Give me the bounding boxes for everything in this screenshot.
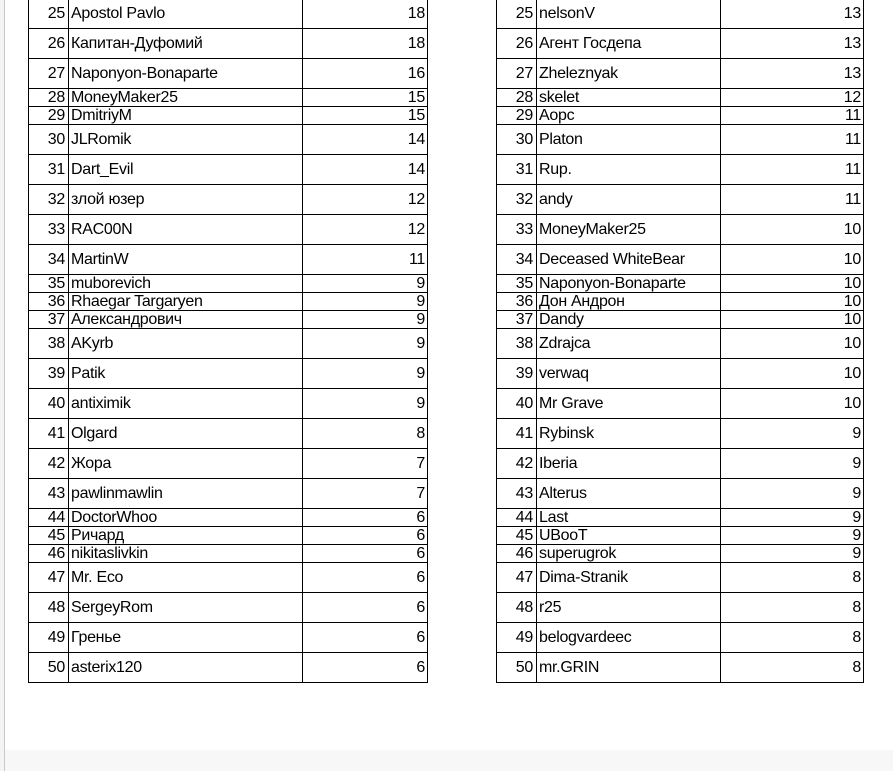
name-cell: Гренье: [69, 623, 303, 653]
score-cell: 9: [303, 275, 428, 293]
score-cell: 6: [303, 527, 428, 545]
table-row: [497, 59, 864, 89]
table-row: [29, 155, 428, 185]
score-cell: 9: [721, 509, 864, 527]
rank-cell: 42: [29, 449, 69, 479]
name-cell: r25: [537, 593, 721, 623]
rank-cell: 35: [497, 275, 537, 293]
score-cell: 10: [721, 389, 864, 419]
score-cell: 9: [721, 419, 864, 449]
score-cell: 6: [303, 593, 428, 623]
table-row: [29, 329, 428, 359]
score-cell: 18: [303, 29, 428, 59]
score-cell: 10: [721, 329, 864, 359]
name-cell: Александрович: [69, 311, 303, 329]
rank-cell: 28: [497, 89, 537, 107]
table-row: [497, 545, 864, 563]
score-cell: 6: [303, 545, 428, 563]
rank-cell: 34: [497, 245, 537, 275]
name-cell: mr.GRIN: [537, 653, 721, 683]
name-cell: nelsonV: [537, 0, 721, 29]
rank-cell: 38: [497, 329, 537, 359]
name-cell: skelet: [537, 89, 721, 107]
table-row: [29, 311, 428, 329]
rank-cell: 38: [29, 329, 69, 359]
rank-cell: 28: [29, 89, 69, 107]
score-cell: 15: [303, 89, 428, 107]
table-row: [29, 623, 428, 653]
rank-cell: 35: [29, 275, 69, 293]
rank-cell: 50: [29, 653, 69, 683]
table-row: [29, 59, 428, 89]
rank-cell: 48: [29, 593, 69, 623]
table-row: [29, 359, 428, 389]
table-row: [497, 653, 864, 683]
table-row: [29, 653, 428, 683]
rank-cell: 45: [29, 527, 69, 545]
table-row: [29, 545, 428, 563]
table-row: [29, 527, 428, 545]
table-row: [29, 389, 428, 419]
rank-cell: 37: [29, 311, 69, 329]
rank-cell: 30: [29, 125, 69, 155]
score-cell: 11: [721, 155, 864, 185]
name-cell: Капитан-Дуфомий: [69, 29, 303, 59]
rank-cell: 48: [497, 593, 537, 623]
name-cell: Zheleznyak: [537, 59, 721, 89]
score-cell: 10: [721, 275, 864, 293]
rank-cell: 34: [29, 245, 69, 275]
name-cell: Dart_Evil: [69, 155, 303, 185]
rank-cell: 47: [29, 563, 69, 593]
table-row: [497, 215, 864, 245]
rank-cell: 40: [497, 389, 537, 419]
name-cell: RAC00N: [69, 215, 303, 245]
rank-cell: 49: [497, 623, 537, 653]
rank-cell: 33: [29, 215, 69, 245]
rank-cell: 37: [497, 311, 537, 329]
rank-cell: 49: [29, 623, 69, 653]
table-row: [497, 107, 864, 125]
score-cell: 14: [303, 125, 428, 155]
name-cell: Patik: [69, 359, 303, 389]
score-cell: 11: [721, 125, 864, 155]
score-cell: 9: [303, 293, 428, 311]
score-cell: 9: [721, 527, 864, 545]
name-cell: nikitaslivkin: [69, 545, 303, 563]
score-cell: 11: [303, 245, 428, 275]
rank-cell: 39: [29, 359, 69, 389]
rank-cell: 40: [29, 389, 69, 419]
table-row: [29, 125, 428, 155]
score-cell: 8: [303, 419, 428, 449]
name-cell: MoneyMaker25: [537, 215, 721, 245]
rank-cell: 26: [29, 29, 69, 59]
table-row: [497, 449, 864, 479]
rank-cell: 43: [497, 479, 537, 509]
score-cell: 10: [721, 245, 864, 275]
table-row: [29, 449, 428, 479]
name-cell: Naponyon-Bonaparte: [537, 275, 721, 293]
name-cell: DoctorWhoo: [69, 509, 303, 527]
table-row: [497, 479, 864, 509]
score-cell: 10: [721, 359, 864, 389]
name-cell: antiximik: [69, 389, 303, 419]
table-row: [497, 419, 864, 449]
rank-cell: 25: [29, 0, 69, 29]
score-cell: 9: [721, 449, 864, 479]
name-cell: Platon: [537, 125, 721, 155]
table-row: [497, 125, 864, 155]
name-cell: злой юзер: [69, 185, 303, 215]
rank-cell: 25: [497, 0, 537, 29]
score-cell: 12: [721, 89, 864, 107]
name-cell: SergeyRom: [69, 593, 303, 623]
score-cell: 13: [721, 59, 864, 89]
table-row: [497, 509, 864, 527]
table-row: [29, 293, 428, 311]
score-cell: 7: [303, 479, 428, 509]
score-cell: 8: [721, 593, 864, 623]
name-cell: Rybinsk: [537, 419, 721, 449]
name-cell: belogvardeec: [537, 623, 721, 653]
score-cell: 11: [721, 107, 864, 125]
score-cell: 9: [303, 359, 428, 389]
rank-cell: 41: [29, 419, 69, 449]
name-cell: Last: [537, 509, 721, 527]
table-row: [497, 311, 864, 329]
name-cell: JLRomik: [69, 125, 303, 155]
rank-cell: 47: [497, 563, 537, 593]
score-cell: 10: [721, 311, 864, 329]
name-cell: DmitriyM: [69, 107, 303, 125]
score-cell: 8: [721, 623, 864, 653]
rank-cell: 39: [497, 359, 537, 389]
name-cell: superugrok: [537, 545, 721, 563]
table-row: [497, 29, 864, 59]
rank-cell: 33: [497, 215, 537, 245]
name-cell: Rup.: [537, 155, 721, 185]
table-row: [497, 275, 864, 293]
table-row: [497, 329, 864, 359]
table-row: [29, 593, 428, 623]
rank-cell: 42: [497, 449, 537, 479]
rank-cell: 27: [497, 59, 537, 89]
rank-cell: 27: [29, 59, 69, 89]
table-row: [497, 185, 864, 215]
score-cell: 10: [721, 215, 864, 245]
rank-cell: 36: [497, 293, 537, 311]
score-cell: 11: [721, 185, 864, 215]
rank-cell: 29: [497, 107, 537, 125]
table-row: [497, 527, 864, 545]
name-cell: muborevich: [69, 275, 303, 293]
score-cell: 15: [303, 107, 428, 125]
rank-cell: 31: [497, 155, 537, 185]
rank-cell: 36: [29, 293, 69, 311]
score-cell: 18: [303, 0, 428, 29]
score-cell: 9: [303, 311, 428, 329]
name-cell: Apostol Pavlo: [69, 0, 303, 29]
table-row: [29, 245, 428, 275]
rank-cell: 45: [497, 527, 537, 545]
rank-cell: 26: [497, 29, 537, 59]
table-row: [497, 359, 864, 389]
score-cell: 13: [721, 0, 864, 29]
name-cell: Iberia: [537, 449, 721, 479]
table-row: [29, 275, 428, 293]
table-row: [29, 509, 428, 527]
name-cell: andy: [537, 185, 721, 215]
rank-cell: 46: [29, 545, 69, 563]
score-cell: 6: [303, 623, 428, 653]
rank-cell: 29: [29, 107, 69, 125]
rank-cell: 50: [497, 653, 537, 683]
name-cell: Deceased WhiteBear: [537, 245, 721, 275]
rank-cell: 31: [29, 155, 69, 185]
table-row: [29, 215, 428, 245]
score-cell: 7: [303, 449, 428, 479]
page-edge: [0, 0, 5, 771]
name-cell: MartinW: [69, 245, 303, 275]
name-cell: Zdrajca: [537, 329, 721, 359]
score-cell: 8: [721, 563, 864, 593]
score-cell: 12: [303, 185, 428, 215]
score-cell: 9: [721, 545, 864, 563]
left-ranking-table: [28, 0, 428, 683]
table-row: [29, 0, 428, 29]
rank-cell: 30: [497, 125, 537, 155]
rank-cell: 41: [497, 419, 537, 449]
score-cell: 9: [721, 479, 864, 509]
name-cell: Olgard: [69, 419, 303, 449]
score-cell: 13: [721, 29, 864, 59]
name-cell: Ричард: [69, 527, 303, 545]
table-row: [29, 419, 428, 449]
table-row: [497, 155, 864, 185]
table-row: [497, 0, 864, 29]
score-cell: 6: [303, 653, 428, 683]
right-ranking-table: [496, 0, 864, 683]
name-cell: Жора: [69, 449, 303, 479]
score-cell: 16: [303, 59, 428, 89]
score-cell: 10: [721, 293, 864, 311]
score-cell: 12: [303, 215, 428, 245]
table-row: [29, 185, 428, 215]
score-cell: 14: [303, 155, 428, 185]
name-cell: Mr. Eco: [69, 563, 303, 593]
table-row: [29, 563, 428, 593]
name-cell: UBooT: [537, 527, 721, 545]
table-row: [497, 245, 864, 275]
score-cell: 6: [303, 563, 428, 593]
name-cell: Dandy: [537, 311, 721, 329]
table-row: [497, 623, 864, 653]
name-cell: Alterus: [537, 479, 721, 509]
rank-cell: 43: [29, 479, 69, 509]
name-cell: Rhaegar Targaryen: [69, 293, 303, 311]
name-cell: asterix120: [69, 653, 303, 683]
page-bottom-margin: [5, 750, 893, 771]
rank-cell: 44: [497, 509, 537, 527]
table-row: [497, 593, 864, 623]
rank-cell: 44: [29, 509, 69, 527]
score-cell: 9: [303, 329, 428, 359]
name-cell: Дон Андрон: [537, 293, 721, 311]
name-cell: verwaq: [537, 359, 721, 389]
name-cell: Агент Госдепа: [537, 29, 721, 59]
name-cell: Naponyon-Bonaparte: [69, 59, 303, 89]
name-cell: Aopc: [537, 107, 721, 125]
table-row: [29, 107, 428, 125]
rank-cell: 46: [497, 545, 537, 563]
table-row: [29, 479, 428, 509]
table-row: [29, 89, 428, 107]
table-row: [497, 389, 864, 419]
score-cell: 8: [721, 653, 864, 683]
table-row: [497, 293, 864, 311]
name-cell: Mr Grave: [537, 389, 721, 419]
score-cell: 6: [303, 509, 428, 527]
table-row: [497, 563, 864, 593]
name-cell: pawlinmawlin: [69, 479, 303, 509]
name-cell: AKyrb: [69, 329, 303, 359]
name-cell: MoneyMaker25: [69, 89, 303, 107]
rank-cell: 32: [497, 185, 537, 215]
score-cell: 9: [303, 389, 428, 419]
name-cell: Dima-Stranik: [537, 563, 721, 593]
rank-cell: 32: [29, 185, 69, 215]
table-row: [497, 89, 864, 107]
table-row: [29, 29, 428, 59]
